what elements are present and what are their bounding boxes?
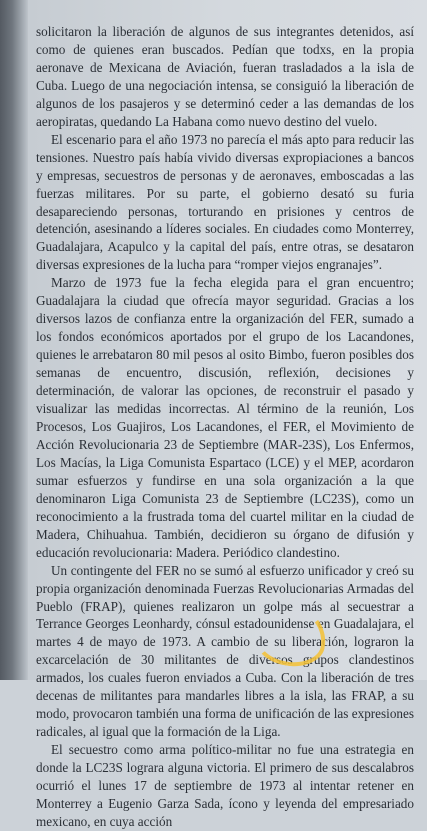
- book-spine-shadow: [0, 0, 30, 680]
- paragraph-5: El secuestro como arma político-militar no fue una estrategia en donde la LC23S lograra alguna victoria. El primero de sus descalabros ocurrió el lunes 17 de septiembre de 1973 al intentar retener en Monterrey a Eugenio Garza Sada, ícono y leyenda del empresariado mexicano, en cuya acción: [36, 742, 414, 829]
- paragraph-4: Un contingente del FER no se sumó al esfuerzo unificador y creó su propia organización denominada Fuerzas Revolucionarias Armadas del Pueblo (FRAP), quienes realizaron un golpe más al secuestrar a Terrance Georges Leonhardy, cónsul estadounidense en Guadalajara, el martes 4 de mayo de 1973. A cambio de su liberación, lograron la excarcelación de 30 militantes de diversos grupos clandestinos armados, los cuales fueron enviados a Cuba. Con la liberación de tres decenas de militantes para mandarles libres a la isla, las FRAP, a su modo, provocaron también una forma de unificación de las expresiones radicales, al igual que la formación de la Liga.: [36, 562, 414, 740]
- paragraph-1: solicitaron la liberación de algunos de sus integrantes detenidos, así como de quienes eran buscados. Pedían que todxs, en la propia aeronave de Mexicana de Aviación, fueran trasladados a la isla de Cuba. Luego de una negociación intensa, se consiguió la liberación de algunos de los pasajeros y se determinó ceder a las demandas de los aeropiratas, quedando La Habana como nuevo destino del vuelo.: [36, 24, 414, 129]
- page-body-text: [36, 23, 414, 831]
- paragraph-2: El escenario para el año 1973 no parecía el más apto para reducir las tensiones. Nuestro país había vivido diversas expropiaciones a bancos y empresas, secuestros de personas y de aeronaves, emboscadas a las fuerzas militares. Por su parte, el gobierno desató su furia desapareciendo personas, torturando en prisiones y centros de detención, asesinando a líderes sociales. En ciudades como Monterrey, Guadalajara, Acapulco y la capital del país, entre otras, se desataron diversas expresiones de la lucha para “romper viejos engranajes”.: [36, 131, 414, 273]
- paragraph-3: Marzo de 1973 fue la fecha elegida para el gran encuentro; Guadalajara la ciudad que ofrecía mayor seguridad. Gracias a los diversos lazos de confianza entre la organización del FER, sumado a los fondos económicos aportados por el grupo de los Lacandones, quienes le arrebataron 80 mil pesos al osito Bimbo, fueron posibles dos semanas de encuentro, discusión, reflexión, decisiones y determinación, de valorar las opciones, de reconstruir el pasado y visualizar las medidas incorrectas. Al término de la reunión, Los Procesos, Los Guajiros, Los Lacandones, el FER, el Movimiento de Acción Revolucionaria 23 de Septiembre (MAR-23S), Los Enfermos, Los Macías, la Liga Comunista Espartaco (LCE) y el MEP, acordaron sumar esfuerzos y fundirse en una sola organización a la que denominaron Liga Comunista 23 de Septiembre (LC23S), como un reconocimiento a la frustrada toma del cuartel militar en la ciudad de Madera, Chihuahua. También, decidieron su órgano de difusión y educación revolucionaria: Madera. Periódico clandestino.: [36, 275, 414, 560]
